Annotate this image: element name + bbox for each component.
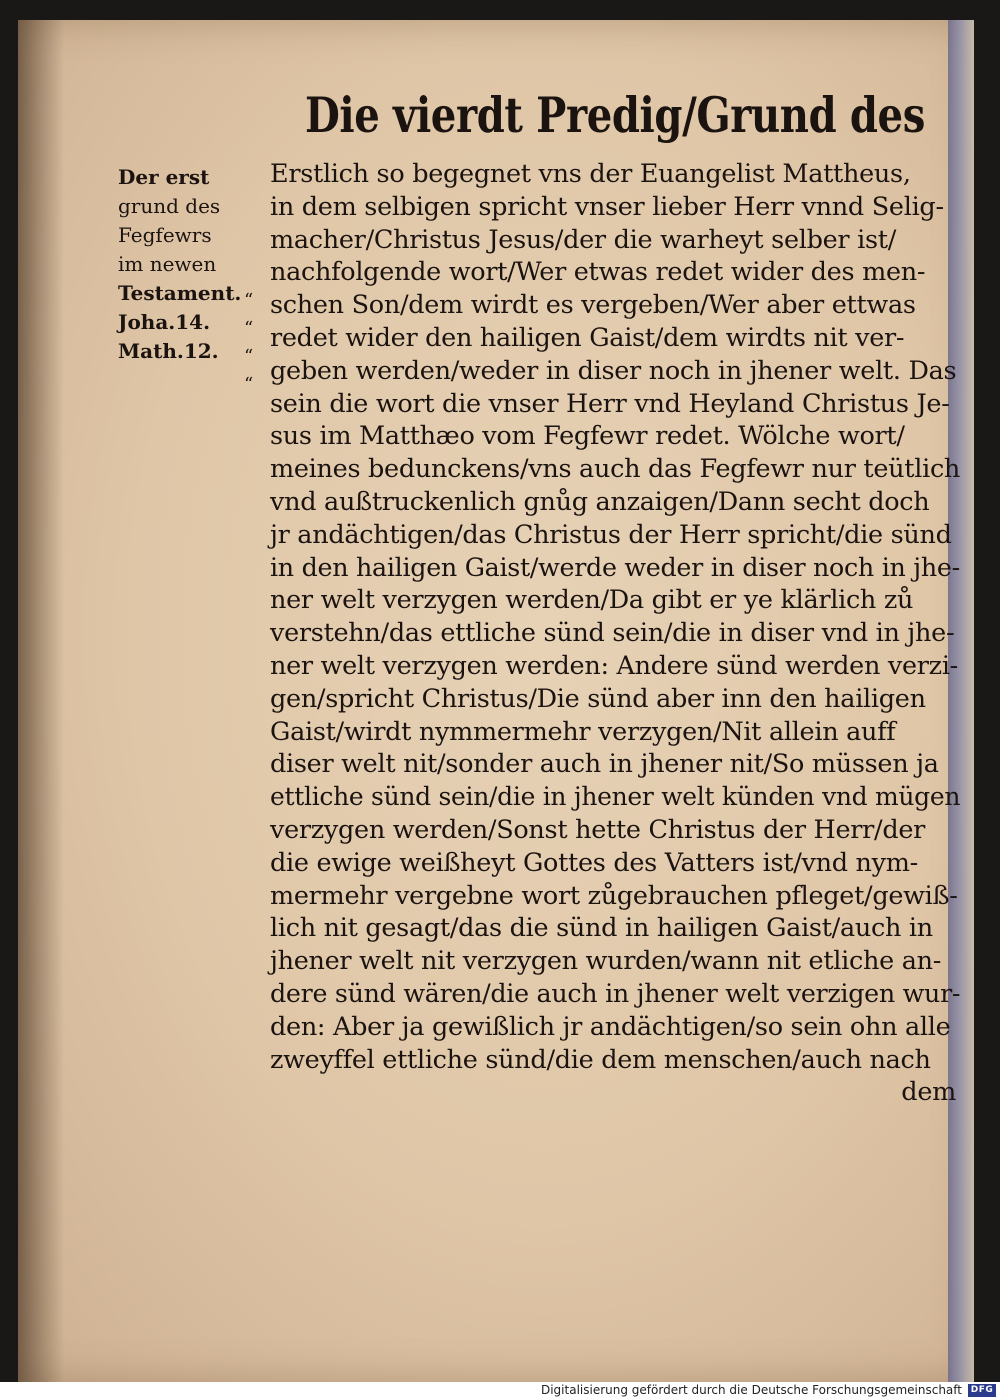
- text-line: sein die wort die vnser Herr vnd Heyland Christus Je-: [270, 388, 950, 419]
- text-line: geben werden/weder in diser noch in jhener welt. Das: [270, 355, 957, 386]
- text-line: redet wider den hailigen Gaist/dem wirdts nit ver-: [270, 322, 905, 353]
- text-line: in dem selbigen spricht vnser lieber Herr vnnd Selig-: [270, 191, 944, 222]
- marginal-note-line: Der erst: [118, 165, 210, 189]
- text-line: die ewige weißheyt Gottes des Vatters ist/vnd nym-: [270, 847, 918, 878]
- text-line: verzygen werden/Sonst hette Christus der Herr/der: [270, 814, 926, 845]
- marginal-note-line: Fegfewrs: [118, 223, 212, 247]
- gutter-shadow: [18, 20, 64, 1382]
- quote-mark: “: [244, 290, 254, 311]
- text-line: zweyffel ettliche sünd/die dem menschen/auch nach: [270, 1044, 931, 1075]
- text-line: lich nit gesagt/das die sünd in hailigen Gaist/auch in: [270, 913, 933, 944]
- text-line: macher/Christus Jesus/der die warheyt selber ist/: [270, 224, 896, 255]
- quote-mark: “: [244, 346, 254, 367]
- footer-bar: [0, 1382, 1000, 1400]
- dfg-logo-icon[interactable]: DFG: [968, 1384, 996, 1397]
- text-line: meines bedunckens/vns auch das Fegfewr nur teütlich: [270, 454, 961, 485]
- text-line: gen/spricht Christus/Die sünd aber inn den hailigen: [270, 683, 926, 714]
- quote-mark: “: [244, 318, 254, 339]
- text-line: verstehn/das ettliche sünd sein/die in diser vnd in jhe-: [270, 618, 955, 649]
- text-line: sus im Matthæo vom Fegfewr redet. Wölche wort/: [270, 421, 905, 452]
- body-text: [270, 158, 960, 1109]
- text-line: ettliche sünd sein/die in jhener welt künden vnd mügen: [270, 782, 961, 813]
- footer-credit: Digitalisierung gefördert durch die Deutsche Forschungsgemeinschaft: [540, 1383, 962, 1397]
- marginal-note-line: grund des: [118, 194, 221, 218]
- quote-mark: “: [244, 374, 254, 395]
- marginal-note-line: Joha.14.: [118, 310, 211, 334]
- running-head: Die vierdt Predig/Grund des: [305, 86, 925, 144]
- text-line: ner welt verzygen werden: Andere sünd werden verzi-: [270, 650, 958, 681]
- marginal-note-line: Testament.: [118, 281, 242, 305]
- text-line: in den hailigen Gaist/werde weder in diser noch in jhe-: [270, 552, 960, 583]
- text-line: den: Aber ja gewißlich jr andächtigen/so sein ohn alle: [270, 1011, 951, 1042]
- text-line: jhener welt nit verzygen wurden/wann nit etliche an-: [270, 946, 942, 977]
- text-line: vnd außtruckenlich gnůg anzaigen/Dann secht doch: [270, 486, 930, 517]
- text-line: dere sünd wären/die auch in jhener welt verzigen wur-: [270, 978, 961, 1009]
- text-line: Gaist/wirdt nymmermehr verzygen/Nit allein auff: [270, 716, 896, 747]
- text-line: mermehr vergebne wort zůgebrauchen pfleget/gewiß-: [270, 880, 958, 911]
- marginal-note-line: im newen: [118, 252, 217, 276]
- marginal-note-line: Math.12.: [118, 339, 219, 363]
- text-line: diser welt nit/sonder auch in jhener nit/So müssen ja: [270, 749, 939, 780]
- text-line: Erstlich so begegnet vns der Euangelist Mattheus,: [270, 159, 911, 189]
- text-line: schen Son/dem wirdt es vergeben/Wer aber ettwas: [270, 290, 916, 321]
- catchword: dem: [901, 1077, 956, 1108]
- text-line: nachfolgende wort/Wer etwas redet wider des men-: [270, 257, 926, 288]
- text-line: ner welt verzygen werden/Da gibt er ye klärlich zů: [270, 585, 914, 616]
- text-line: jr andächtigen/das Christus der Herr spricht/die sünd: [270, 519, 952, 550]
